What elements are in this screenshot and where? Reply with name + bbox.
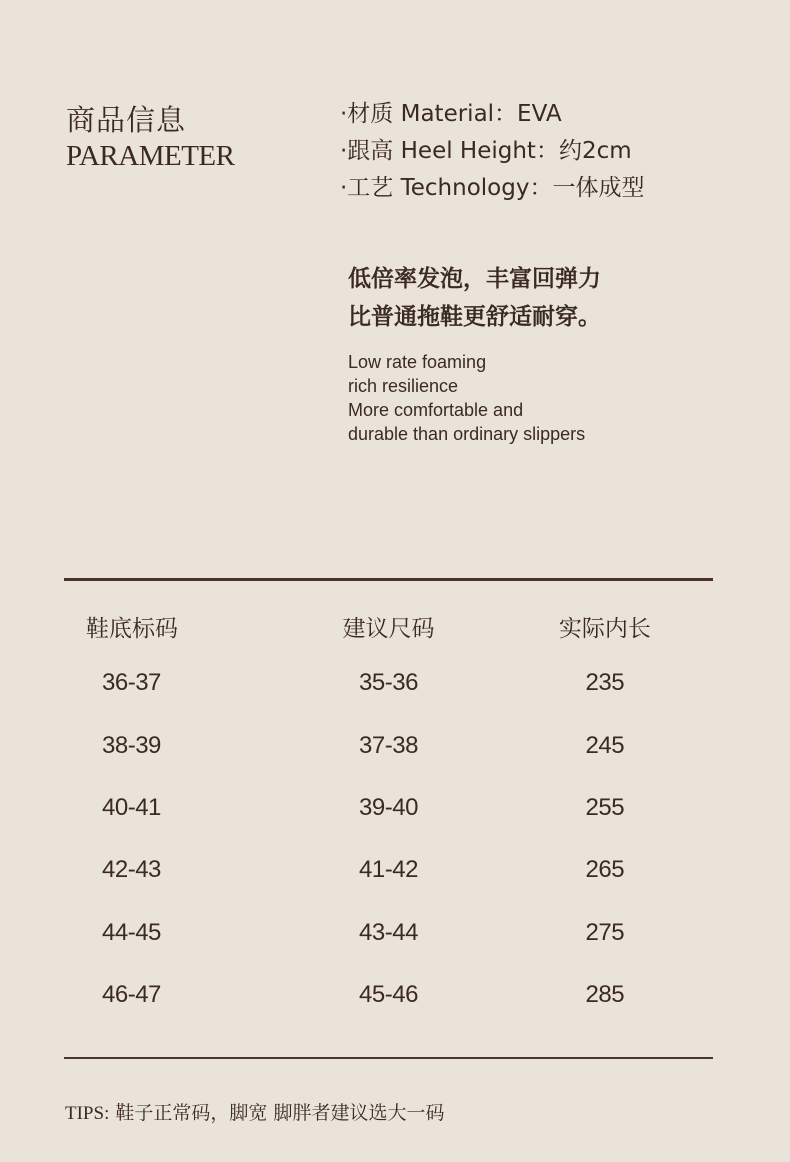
cell-sole-size: 44-45 [102, 918, 161, 946]
cell-inner-length: 265 [585, 856, 625, 884]
cell-sole-size: 46-47 [102, 981, 161, 1009]
cell-sole-size: 40-41 [102, 793, 161, 821]
tips-label: TIPS: [65, 1103, 110, 1124]
table-bottom-divider [64, 1057, 713, 1059]
cell-suggested-size: 45-46 [359, 981, 418, 1009]
cell-inner-length: 275 [585, 918, 625, 946]
header-suggested-size: 建议尺码 [342, 615, 435, 642]
table-header-row [64, 600, 713, 652]
header-inner-length: 实际内长 [558, 615, 651, 642]
header-sole-size: 鞋底标码 [86, 615, 178, 642]
cell-suggested-size: 43-44 [359, 918, 418, 946]
tips-note [65, 1098, 444, 1125]
spec-material: ·材质 Material：EVA [340, 101, 562, 127]
description-en-line: rich resilience [348, 376, 459, 396]
table-row [64, 839, 713, 901]
cell-sole-size: 42-43 [102, 856, 161, 884]
table-top-divider [64, 578, 713, 581]
size-table [64, 600, 713, 1026]
cell-inner-length: 255 [585, 793, 625, 821]
cell-inner-length: 245 [585, 731, 625, 759]
cell-suggested-size: 37-38 [359, 731, 418, 759]
table-row [64, 652, 713, 714]
spec-list [340, 96, 644, 207]
description-cn [348, 260, 601, 336]
table-row [64, 777, 713, 839]
cell-sole-size: 38-39 [102, 731, 161, 759]
spec-heel-height: ·跟高 Heel Height：约2cm [340, 138, 632, 164]
cell-suggested-size: 39-40 [359, 793, 418, 821]
description-cn-line: 低倍率发泡，丰富回弹力 [348, 266, 601, 292]
spec-technology: ·工艺 Technology：一体成型 [340, 175, 645, 201]
cell-suggested-size: 41-42 [359, 856, 418, 884]
section-title-cn: 商品信息 [66, 103, 187, 137]
table-row [64, 714, 713, 776]
cell-inner-length: 285 [585, 981, 625, 1009]
cell-inner-length: 235 [585, 669, 625, 697]
description-en [348, 350, 585, 446]
table-row [64, 902, 713, 964]
cell-suggested-size: 35-36 [359, 669, 418, 697]
table-row [64, 964, 713, 1026]
description-en-line: More comfortable and [348, 400, 524, 420]
section-title-en: PARAMETER [66, 140, 235, 172]
description-en-line: Low rate foaming [348, 352, 487, 372]
description-en-line: durable than ordinary slippers [348, 424, 586, 444]
description-cn-line: 比普通拖鞋更舒适耐穿。 [348, 304, 601, 330]
tips-text: 鞋子正常码，脚宽 脚胖者建议选大一码 [115, 1102, 445, 1124]
cell-sole-size: 36-37 [102, 669, 161, 697]
